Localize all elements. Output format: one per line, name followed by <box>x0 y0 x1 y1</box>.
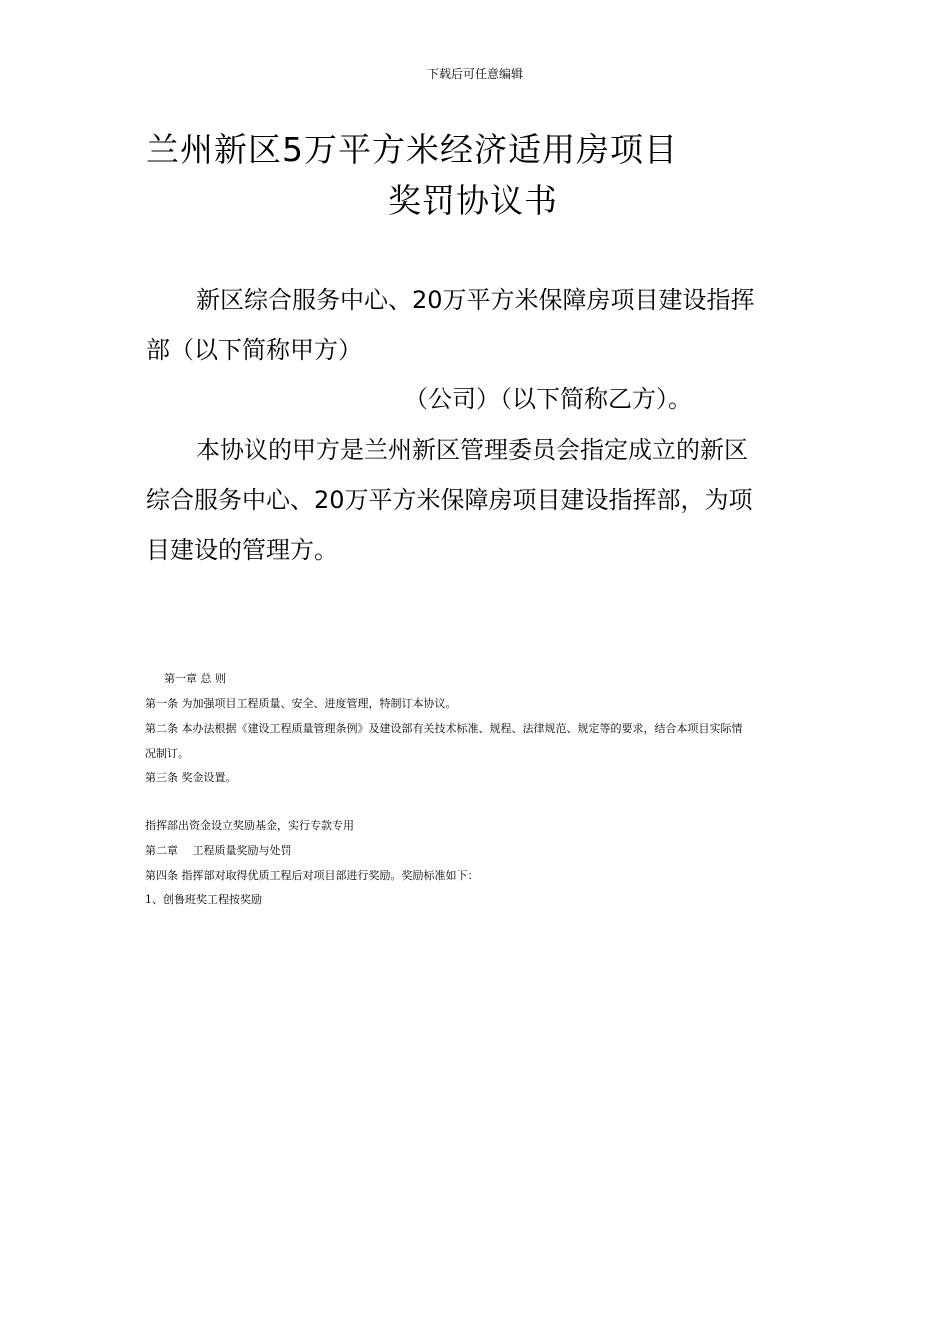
intro-paragraph-line-3: 目建设的管理方。 <box>146 536 338 564</box>
party-b-line: （公司）（以下简称乙方）。 <box>404 385 692 413</box>
chapter-2-heading: 第二章 工程质量奖励与处罚 <box>145 844 292 857</box>
intro-paragraph-line-2: 综合服务中心、20万平方米保障房项目建设指挥部，为项 <box>146 486 753 514</box>
intro-paragraph-line-1: 本协议的甲方是兰州新区管理委员会指定成立的新区 <box>196 436 748 464</box>
article-3: 第三条 奖金设置。 <box>145 771 237 784</box>
article-2-line-1: 第二条 本办法根据《建设工程质量管理条例》及建设部有关技术标准、规程、法律规范、规定等的要求，结合本项目实际情 <box>145 722 743 735</box>
document-title-line-2: 奖罚协议书 <box>388 181 558 220</box>
party-a-line-1: 新区综合服务中心、20万平方米保障房项目建设指挥 <box>196 286 755 314</box>
article-4: 第四条 指挥部对取得优质工程后对项目部进行奖励。奖励标准如下： <box>145 869 479 882</box>
header-note: 下载后可任意编辑 <box>426 67 523 81</box>
fund-statement: 指挥部出资金设立奖励基金，实行专款专用 <box>145 819 354 832</box>
article-2-line-2: 况制订。 <box>145 747 189 760</box>
chapter-1-heading: 第一章 总 则 <box>164 672 226 685</box>
document-title-line-1: 兰州新区5万平方米经济适用房项目 <box>146 130 678 169</box>
party-a-line-2: 部（以下简称甲方） <box>146 336 362 364</box>
article-1: 第一条 为加强项目工程质量、安全、进度管理，特制订本协议。 <box>145 697 457 710</box>
list-item-1: 1、创鲁班奖工程按奖励 <box>145 893 262 906</box>
